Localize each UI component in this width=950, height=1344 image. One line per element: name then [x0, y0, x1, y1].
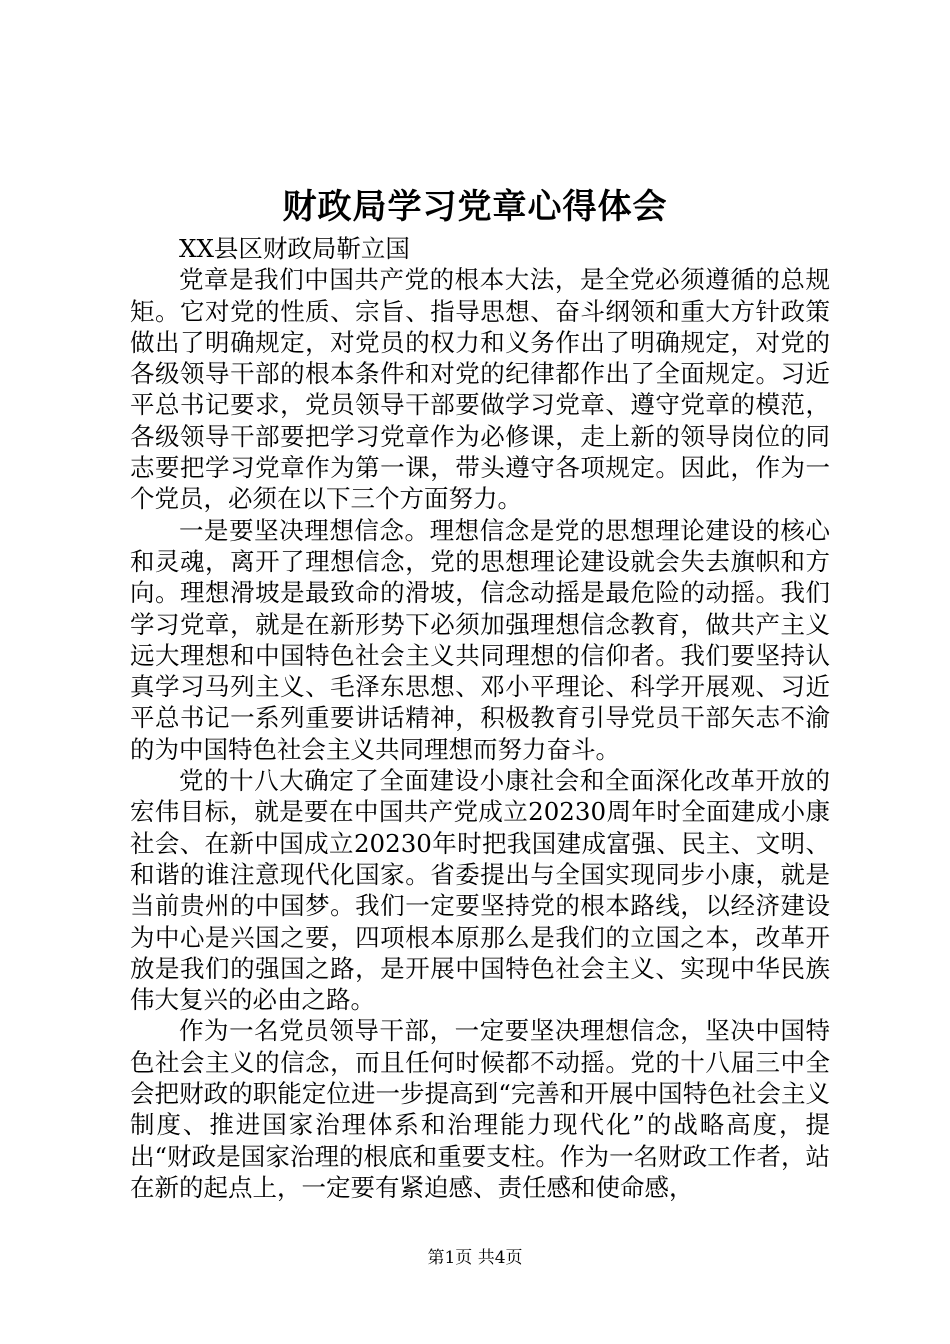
paragraph: 党的十八大确定了全面建设小康社会和全面深化改革开放的宏伟目标，就是要在中国共产党成立20230周年时全面建成小康社会、在新中国成立20230年时把我国建成富强、民主、文明、和谐的谁注意现代化国家。省委提出与全国实现同步小康，就是当前贵州的中国梦。我们一定要坚持党的根本路线，以经济建设为中心是兴国之要，四项根本原那么是我们的立国之本，改革开放是我们的强国之路，是开展中国特色社会主义、实现中华民族伟大复兴的必由之路。 — [130, 766, 830, 1015]
paragraph: 作为一名党员领导干部，一定要坚决理想信念，坚决中国特色社会主义的信念，而且任何时候都不动摇。党的十八届三中全会把财政的职能定位进一步提高到“完善和开展中国特色社会主义制度、推进国家治理体系和治理能力现代化”的战略高度，提出“财政是国家治理的根底和重要支柱。作为一名财政工作者，站在新的起点上，一定要有紧迫感、责任感和使命感， — [130, 1016, 830, 1202]
page-number-footer: 第1页 共4页 — [427, 1248, 523, 1268]
paragraph: 一是要坚决理想信念。理想信念是党的思想理论建设的核心和灵魂，离开了理想信念，党的思想理论建设就会失去旗帜和方向。理想滑坡是最致命的滑坡，信念动摇是最危险的动摇。我们学习党章，就是在新形势下必须加强理想信念教育，做共产主义远大理想和中国特色社会主义共同理想的信仰者。我们要坚持认真学习马列主义、毛泽东思想、邓小平理论、科学开展观、习近平总书记一系列重要讲话精神，积极教育引导党员干部矢志不渝的为中国特色社会主义共同理想而努力奋斗。 — [130, 515, 830, 764]
document-body — [130, 233, 830, 1203]
paragraph: 党章是我们中国共产党的根本大法，是全党必须遵循的总规矩。它对党的性质、宗旨、指导思想、奋斗纲领和重大方针政策做出了明确规定，对党员的权力和义务作出了明确规定，对党的各级领导干部的根本条件和对党的纪律都作出了全面规定。习近平总书记要求，党员领导干部要做学习党章、遵守党章的模范，各级领导干部要把学习党章作为必修课，走上新的领导岗位的同志要把学习党章作为第一课，带头遵守各项规定。因此，作为一个党员，必须在以下三个方面努力。 — [130, 265, 830, 514]
author-line: XX县区财政局靳立国 — [179, 234, 410, 263]
document-title: 财政局学习党章心得体会 — [282, 187, 668, 227]
